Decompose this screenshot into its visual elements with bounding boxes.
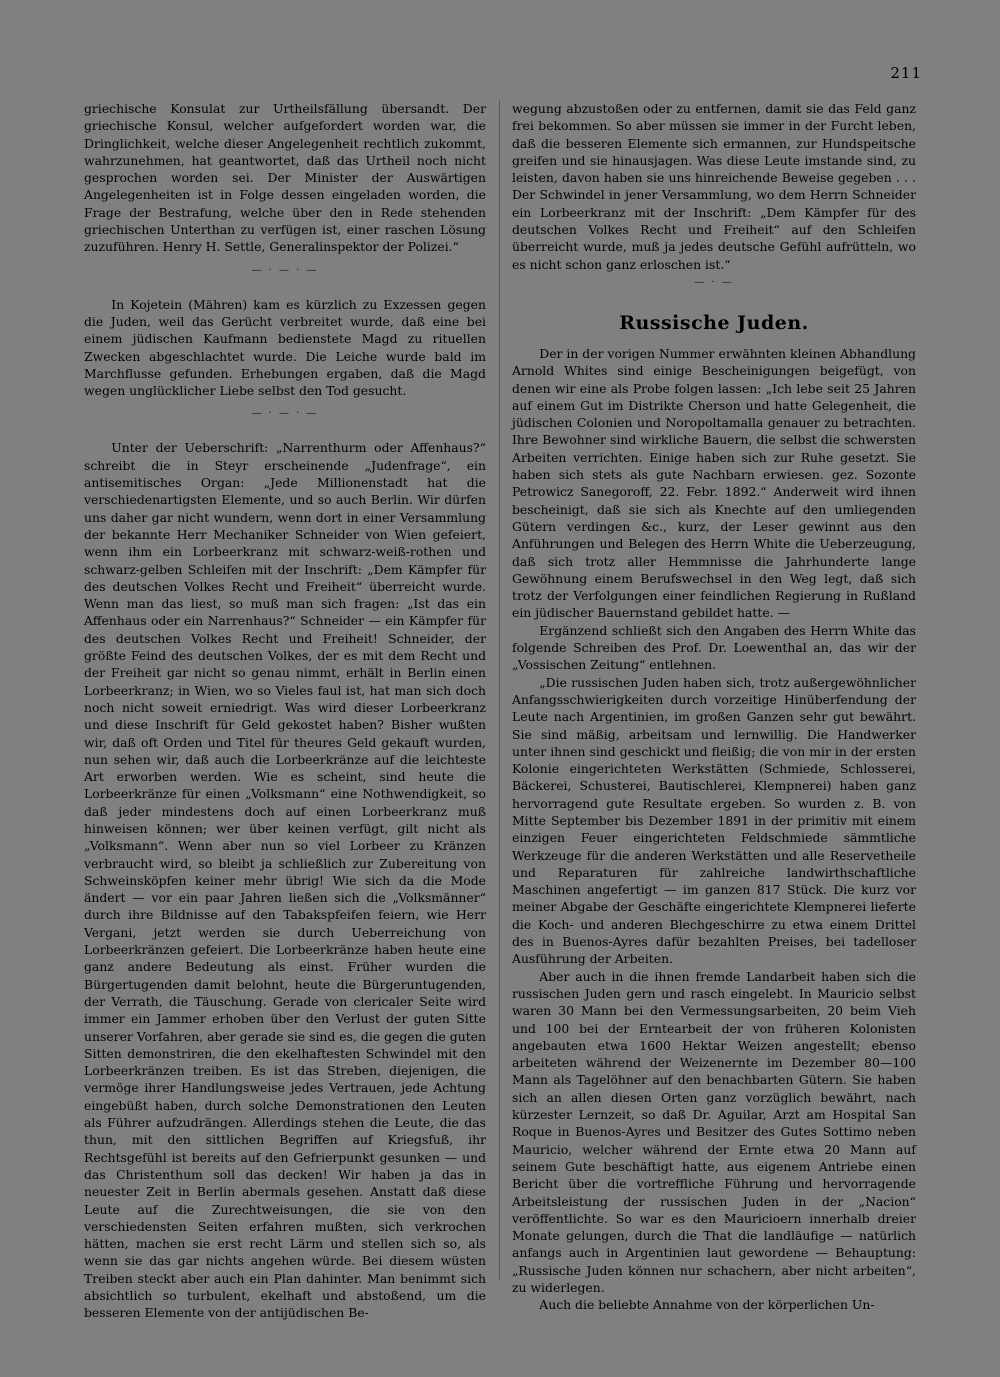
column-divider	[499, 100, 500, 1280]
article-continuation-paragraph: wegung abzustoßen oder zu entfernen, damit sie das Feld ganz frei bekommen. So aber müssen sie immer in der Furcht leben, daß die besseren Elemente sich ermannen, zur Hundspeitsche greifen und sie hinausjagen. Was diese Leute imstande sind, zu leisten, davon haben sie uns hinreichende Beweise gegeben . . . Der Schwindel in jener Versammlung, wo dem Herrn Schneider ein Lorbeerkranz mit der Inschrift: „Dem Kämpfer für des deutschen Volkes Recht und Freiheit“ auf den Schleifen überreicht wurde, muß ja jedes deutsche Gefühl aufrütteln, wo es nicht schon ganz erloschen ist.“	[512, 101, 916, 272]
separator-ornament: — · — · —	[251, 408, 319, 420]
article-paragraph: Ergänzend schließt sich den Angaben des Herrn White das folgende Schreiben des Prof. Dr. Loewenthal an, das wir der „Vossischen Zeitung“ entlehnen.	[512, 622, 916, 673]
article-heading: Russische Juden.	[619, 311, 809, 334]
page-number: 211	[890, 64, 922, 82]
article-paragraph: Aber auch in die ihnen fremde Landarbeit haben sich die russischen Juden gern und rasch eingelebt. In Mauricio selbst waren 30 Mann bei den Vermessungsarbeiten, 20 beim Vieh und 100 bei der Erntearbeit der von früheren Kolonisten angebauten etwa 1600 Hektar Weizen angestellt; ebenso arbeiteten während der Weizenernte im Dezember 80—100 Mann als Tagelöhner auf den benachbarten Gütern. Sie haben sich an allen diesen Orten ganz vorzüglich bewährt, nach kürzester Lernzeit, so daß Dr. Aguilar, Arzt am Hospital San Roque in Buenos-Ayres und Besitzer des Gutes Sottimo neben Mauricio, welcher während der Ernte etwa 20 Mann auf seinem Gute beschäftigt hatte, aus eigenem Antriebe einen Bericht über die vortreffliche Führung und hervorragende Arbeitsleistung der russischen Juden in der „Nacion“ veröffentlichte. So war es den Mauricioern innerhalb dreier Monate gelungen, durch die That die landläufige — natürlich anfangs auch in Argentinien laut gewordene — Behauptung: „Russische Juden können nur schachern, aber nicht arbeiten“, zu widerlegen.	[512, 968, 916, 1295]
narrenthurm-article-paragraph: Unter der Ueberschrift: „Narrenthurm oder Affenhaus?“ schreibt die in Steyr erscheinende „Judenfrage“, ein antisemitisches Organ: „Jede Millionenstadt hat die verschiedenartigsten Elemente, und so auch Berlin. Wir dürfen uns daher gar nicht wundern, wenn dort in einer Versammlung der bekannte Herr Mechaniker Schneider von Wien gefeiert, wenn ihm ein Lorbeerkranz mit schwarz-weiß-rothen und schwarz-gelben Schleifen mit der Inschrift: „Dem Kämpfer für des deutschen Volkes Recht und Freiheit“ überreicht wurde. Wenn man das liest, so muß man sich fragen: „Ist das ein Affenhaus oder ein Narrenhaus?“ Schneider — ein Kämpfer für des deutschen Volkes Recht und Freiheit! Schneider, der größte Feind des deutschen Volkes, der es mit dem Recht und der Freiheit gar nicht so genau nimmt, erhält in Berlin einen Lorbeerkranz; in Wien, wo so Vieles faul ist, hat man sich doch noch nicht soweit erniedrigt. Was wird dieser Lorbeerkranz und diese Inschrift für Geld gekostet haben? Bisher wußten wir, daß oft Orden und Titel für theures Geld gekauft wurden, nun sehen wir, daß auch die Lorbeerkränze auf die leichteste Art erworben werden. Wie es scheint, sind heute die Lorbeerkränze für einen „Volksmann“ eine Nothwendigkeit, so daß jeder mindestens doch auf einen Lorbeerkranz muß hinweisen können; wer über keinen verfügt, gilt nicht als „Volksmann“. Wenn aber nun so viel Lorbeer zu Kränzen verbraucht wird, so bleibt ja schließlich zur Zubereitung von Schweinsköpfen keiner mehr übrig! Wie sich da die Mode ändert — vor ein paar Jahren ließen sich die „Volksmänner“ durch ihre Bildnisse auf den Tabakspfeifen feiern, wie Herr Vergani, jetzt werden sie durch Ueberreichung von Lorbeerkränzen gefeiert. Die Lorbeerkränze haben heute eine ganz andere Bedeutung als einst. Früher wurden die Bürgertugenden damit belohnt, heute die Bürgeruntugenden, der Verrath, die Täuschung. Gerade von clericaler Seite wird immer ein Jammer erhoben über den Verlust der guten Sitte unserer Vorfahren, aber gerade sie sind es, die gegen die guten Sitten demonstriren, die den ekelhaftesten Schwindel mit den Lorbeerkränzen treiben. Es ist das Streben, diejenigen, die vermöge ihrer Handlungsweise jedes Vertrauen, jede Achtung eingebüßt haben, durch solche Demonstrationen den Leuten als Führer aufzudrängen. Allerdings stehen die Leute, die das thun, mit den sittlichen Begriffen auf Kriegsfuß, ihr Rechtsgefühl ist bereits auf den Gefrierpunkt gesunken — und das Christenthum soll das decken! Wir haben ja das in neuester Zeit in Berlin abermals gesehen. Anstatt daß diese Leute auf die Zurechtweisungen, die sie von den verschiedensten Seiten erfahren mußten, sich verkrochen hätten, machen sie erst recht Lärm und stellen sich so, als wenn sie das gar nichts angehen würde. Bei diesem wüsten Treiben steckt aber auch ein Plan dahinter. Man benimmt sich absichtlich so turbulent, ekelhaft und abstoßend, um die besseren Elemente von der antijüdischen Be-	[84, 440, 486, 1321]
separator-ornament: — · — · —	[251, 264, 319, 276]
right-column	[512, 100, 916, 1314]
article-paragraph: Der in der vorigen Nummer erwähnten kleinen Abhandlung Arnold Whites sind einige Bescheinigungen beigefügt, von denen wir eine als Probe folgen lassen: „Ich lebe seit 25 Jahren auf einem Gut im Distrikte Cherson und hatte Gelegenheit, die jüdischen Colonien und Noropoltamalla genauer zu betrachten. Ihre Bewohner sind wirkliche Bauern, die selbst die schwersten Arbeiten verrichten. Einige haben sich zur Ruhe gesetzt. Sie haben sich stets als gute Nachbarn erwiesen. gez. Sozonte Petrowicz Sanegoroff, 22. Febr. 1892.“ Anderweit wird ihnen bescheinigt, daß sie sich als Knechte auf den umliegenden Gütern verdingen &c., kurz, der Leser gewinnt aus den Anführungen und Belegen des Herrn White die Ueberzeugung, daß sich trotz aller Hemmnisse die Jahrhunderte lange Gewöhnung einem Berufswechsel in den Weg legt, daß sich trotz der Verfolgungen einer feindlichen Regierung in Rußland ein jüdischer Bauernstand gebildet hatte. —	[512, 345, 916, 621]
separator-ornament: — · —	[694, 276, 734, 288]
article-paragraph: Auch die beliebte Annahme von der körperlichen Un-	[539, 1297, 875, 1313]
article-paragraph: „Die russischen Juden haben sich, trotz außergewöhnlicher Anfangsschwierigkeiten durch vorzeitige Hinüberfendung der Leute nach Argentinien, im großen Ganzen sehr gut bewährt. Sie sind mäßig, arbeitsam und lernwillig. Die Handwerker unter ihnen sind geschickt und fleißig; die von mir in der ersten Kolonie eingerichteten Werkstätten (Schmiede, Schlosserei, Bäckerei, Schusterei, Bautischlerei, Klempnerei) haben ganz hervorragend gute Resultate ergeben. So wurden z. B. von Mitte September bis Dezember 1891 in der primitiv mit einem einzigen Feuer eingerichteten Feldschmiede sämmtliche Werkzeuge für die anderen Werkstätten und alle Reservetheile und Reparaturen für zahlreiche landwirthschaftliche Maschinen angefertigt — im ganzen 817 Stück. Die kurz vor meiner Abgabe der Geschäfte eingerichtete Klempnerei lieferte die Koch- und anderen Blechgeschirre zu etwa einem Drittel des in Buenos-Ayres dafür bezahlten Preises, bei tadelloser Ausführung der Arbeiten.	[512, 674, 916, 967]
article-continuation-paragraph: griechische Konsulat zur Urtheilsfällung übersandt. Der griechische Konsul, welcher aufgefordert worden war, die Dringlichkeit, welche dieser Angelegenheit rechtlich zukommt, wahrzunehmen, hat geantwortet, daß das Urtheil noch nicht gesprochen worden sei. Der Minister der Auswärtigen Angelegenheiten ist in Folge dessen eingeladen worden, die Frage der Bestrafung, welche über den in Rede stehenden griechischen Unterthan zu verfügen ist, einer raschen Lösung zuzuführen. Henry H. Settle, Generalinspektor der Polizei.“	[84, 101, 486, 255]
kojetein-news-paragraph: In Kojetein (Mähren) kam es kürzlich zu Exzessen gegen die Juden, weil das Gerücht verbreitet wurde, daß eine bei einem jüdischen Kaufmann bedienstete Magd zu rituellen Zwecken abgeschlachtet wurde. Die Leiche wurde bald im Marchflusse gefunden. Erhebungen ergaben, daß die Magd wegen unglücklicher Liebe selbst den Tod gesucht.	[84, 296, 486, 399]
left-column	[84, 100, 486, 1322]
